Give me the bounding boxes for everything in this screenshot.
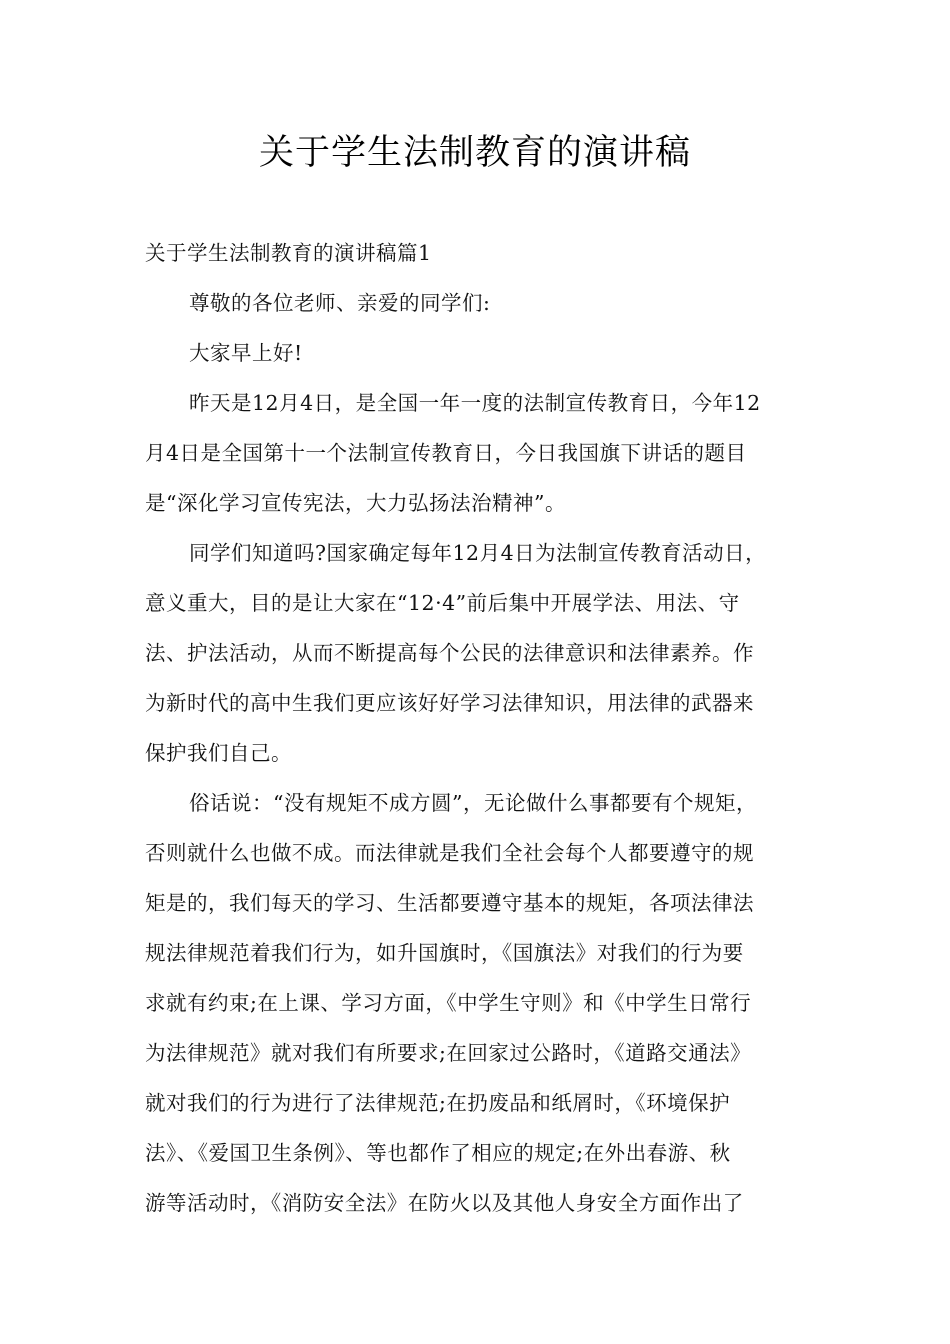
text-line: 规法律规范着我们行为，如升国旗时，《国旗法》对我们的行为要 xyxy=(145,941,744,965)
text-line: 为法律规范》就对我们有所要求;在回家过公路时，《道路交通法》 xyxy=(145,1041,752,1065)
document-title: 关于学生法制教育的演讲稿 xyxy=(258,133,691,173)
text-line: 保护我们自己。 xyxy=(145,741,292,765)
text-line: 是“深化学习宣传宪法，大力弘扬法治精神”。 xyxy=(145,491,566,515)
text-line: 关于学生法制教育的演讲稿篇1 xyxy=(145,241,432,265)
text-line: 矩是的，我们每天的学习、生活都要遵守基本的规矩，各项法律法 xyxy=(145,891,754,915)
text-line: 昨天是12月4日，是全国一年一度的法制宣传教育日，今年12 xyxy=(189,391,761,415)
text-line: 法、护法活动，从而不断提高每个公民的法律意识和法律素养。作 xyxy=(145,641,754,665)
text-line: 俗话说：“没有规矩不成方圆”，无论做什么事都要有个规矩， xyxy=(189,791,757,815)
text-line: 月4日是全国第十一个法制宣传教育日，今日我国旗下讲话的题目 xyxy=(145,441,747,465)
text-line: 法》、《爱国卫生条例》、等也都作了相应的规定;在外出春游、秋 xyxy=(145,1141,731,1165)
text-line: 为新时代的高中生我们更应该好好学习法律知识，用法律的武器来 xyxy=(145,691,754,715)
text-line: 游等活动时，《消防安全法》在防火以及其他人身安全方面作出了 xyxy=(145,1191,744,1215)
text-line: 尊敬的各位老师、亲爱的同学们: xyxy=(189,291,491,315)
text-line: 意义重大，目的是让大家在“12·4”前后集中开展学法、用法、守 xyxy=(145,591,740,615)
document-body xyxy=(145,228,815,1228)
text-line: 求就有约束;在上课、学习方面，《中学生守则》和《中学生日常行 xyxy=(145,991,752,1015)
text-line: 否则就什么也做不成。而法律就是我们全社会每个人都要遵守的规 xyxy=(145,841,754,865)
text-line: 就对我们的行为进行了法律规范;在扔废品和纸屑时，《环境保护 xyxy=(145,1091,731,1115)
text-line: 大家早上好! xyxy=(189,341,303,365)
text-line: 同学们知道吗?国家确定每年12月4日为法制宣传教育活动日， xyxy=(189,541,767,565)
